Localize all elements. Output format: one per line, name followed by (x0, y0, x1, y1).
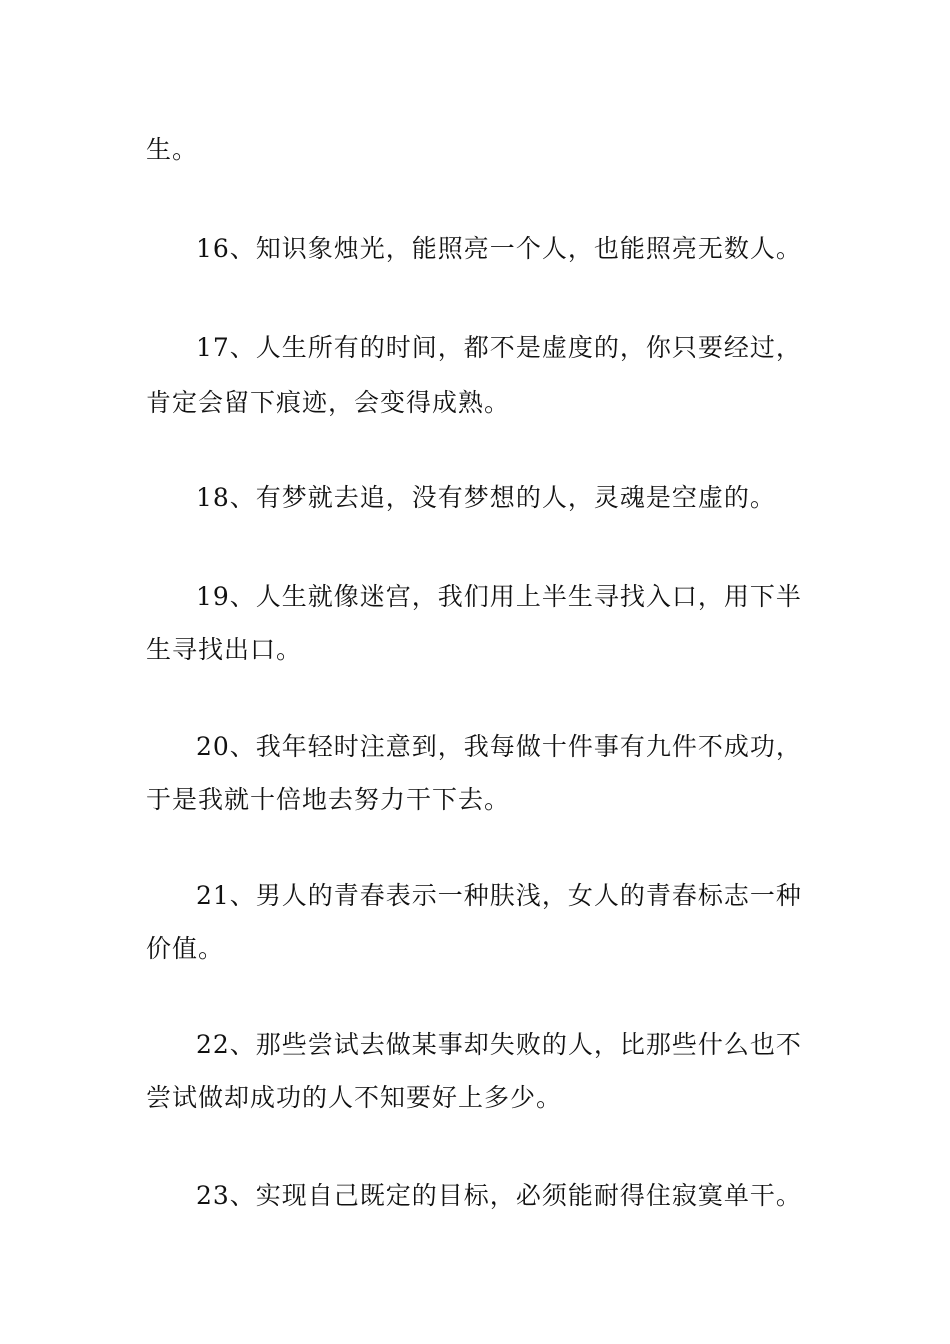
text-line: 生。 (146, 135, 199, 164)
quote-16: 16、知识象烛光，能照亮一个人，也能照亮无数人。 (196, 234, 802, 263)
quote-17-line-2: 肯定会留下痕迹，会变得成熟。 (146, 388, 511, 417)
quote-19-line-1: 19、人生就像迷宫，我们用上半生寻找入口，用下半 (196, 582, 802, 611)
quote-20-line-2: 于是我就十倍地去努力干下去。 (146, 785, 511, 814)
quote-21-line-2: 价值。 (146, 934, 225, 963)
quote-22-line-1: 22、那些尝试去做某事却失败的人，比那些什么也不 (196, 1030, 802, 1059)
quote-20-line-1: 20、我年轻时注意到，我每做十件事有九件不成功， (196, 732, 802, 761)
quote-21-line-1: 21、男人的青春表示一种肤浅，女人的青春标志一种 (196, 881, 802, 910)
quote-17-line-1: 17、人生所有的时间，都不是虚度的，你只要经过， (196, 333, 802, 362)
quote-18: 18、有梦就去追，没有梦想的人，灵魂是空虚的。 (196, 483, 776, 512)
quote-19-line-2: 生寻找出口。 (146, 635, 303, 664)
quote-23: 23、实现自己既定的目标，必须能耐得住寂寞单干。 (196, 1181, 802, 1210)
quote-22-line-2: 尝试做却成功的人不知要好上多少。 (146, 1083, 563, 1112)
